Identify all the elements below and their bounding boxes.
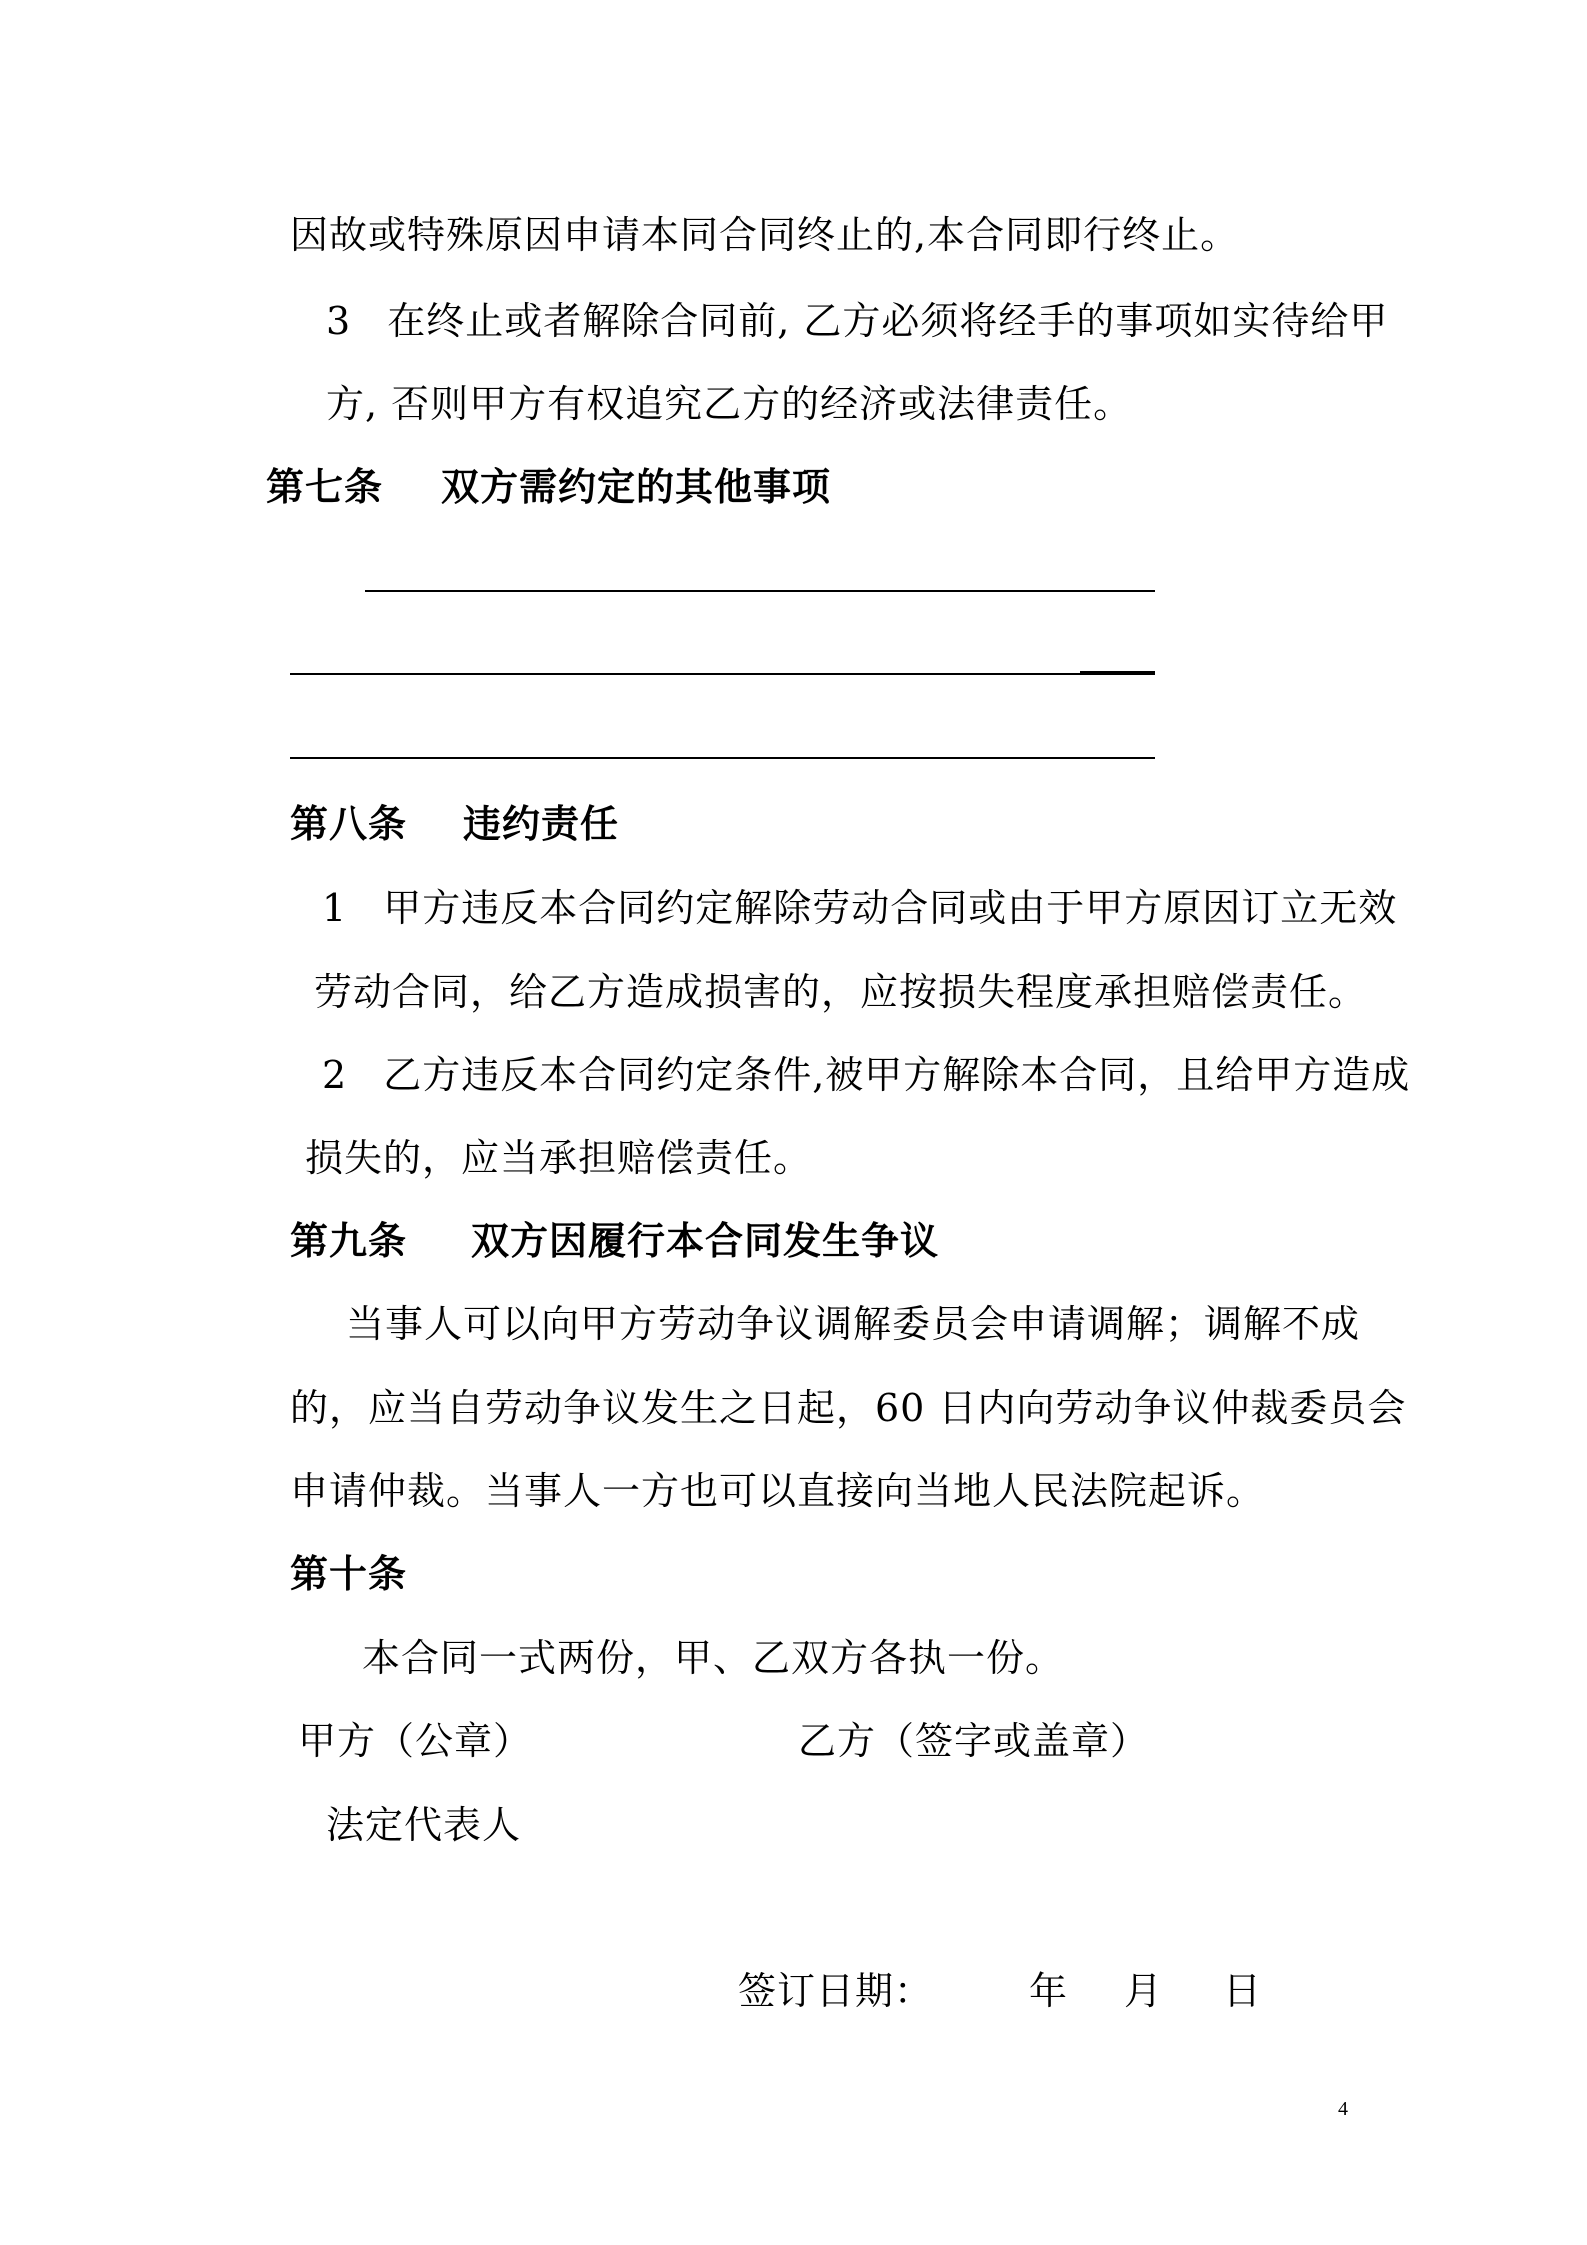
party-b-sign: 乙方（签字或盖章） [798,1719,1150,1763]
date-year: 年 [1029,1969,1069,2013]
article8-label: 第八条 [290,801,408,846]
article9-title: 双方因履行本合同发生争议 [471,1218,940,1263]
paragraph-article9-line2: 的，应当自劳动争议发生之日起，60 日内向劳动争议仲裁委员会 [290,1386,1407,1430]
paragraph-article8-item2 [322,1053,1411,1097]
blank-line-1 [365,590,1155,592]
paragraph-article8-item1-cont: 劳动合同，给乙方造成损害的，应按损失程度承担赔偿责任。 [314,970,1368,1014]
paragraph-article6-item3-cont: 方, 否则甲方有权追究乙方的经济或法律责任。 [326,382,1133,426]
paragraph-article6-item3 [326,299,1389,343]
blank-line-3 [290,757,1155,759]
item-number: 2 [322,1053,348,1097]
date-label: 签订日期： [738,1969,934,2013]
article8-title: 违约责任 [463,801,620,846]
paragraph-article6-tail: 因故或特殊原因申请本同合同终止的,本合同即行终止。 [290,213,1240,257]
paragraph-article9-line1: 当事人可以向甲方劳动争议调解委员会申请调解；调解不成 [346,1302,1361,1346]
item-text: 甲方违反本合同约定解除劳动合同或由于甲方原因订立无效 [383,886,1398,930]
article10-heading: 第十条 [290,1551,408,1596]
legal-representative: 法定代表人 [326,1803,522,1847]
page-number: 4 [1338,2098,1348,2120]
article8-heading [290,801,620,846]
article9-label: 第九条 [290,1218,408,1263]
blank-line-2 [290,673,1080,675]
article7-label: 第七条 [266,464,384,509]
article9-heading [290,1218,940,1263]
paragraph-article9-line3: 申请仲裁。当事人一方也可以直接向当地人民法院起诉。 [290,1469,1266,1513]
paragraph-article10-line1: 本合同一式两份，甲、乙双方各执一份。 [362,1636,1065,1680]
item-text: 在终止或者解除合同前, 乙方必须将经手的事项如实待给甲 [387,299,1389,343]
paragraph-article8-item2-cont: 损失的，应当承担赔偿责任。 [305,1136,813,1180]
party-a-seal: 甲方（公章） [298,1719,533,1763]
item-text: 乙方违反本合同约定条件,被甲方解除本合同，且给甲方造成 [383,1053,1411,1097]
paragraph-article8-item1 [322,886,1398,930]
item-number: 3 [326,299,352,343]
signing-date [738,1969,1263,2013]
date-day: 日 [1223,1969,1263,2013]
date-month: 月 [1124,1969,1164,2013]
blank-line-2-mark [1080,671,1155,675]
article7-heading [266,464,832,509]
article7-title: 双方需约定的其他事项 [441,464,832,509]
item-number: 1 [322,886,348,930]
